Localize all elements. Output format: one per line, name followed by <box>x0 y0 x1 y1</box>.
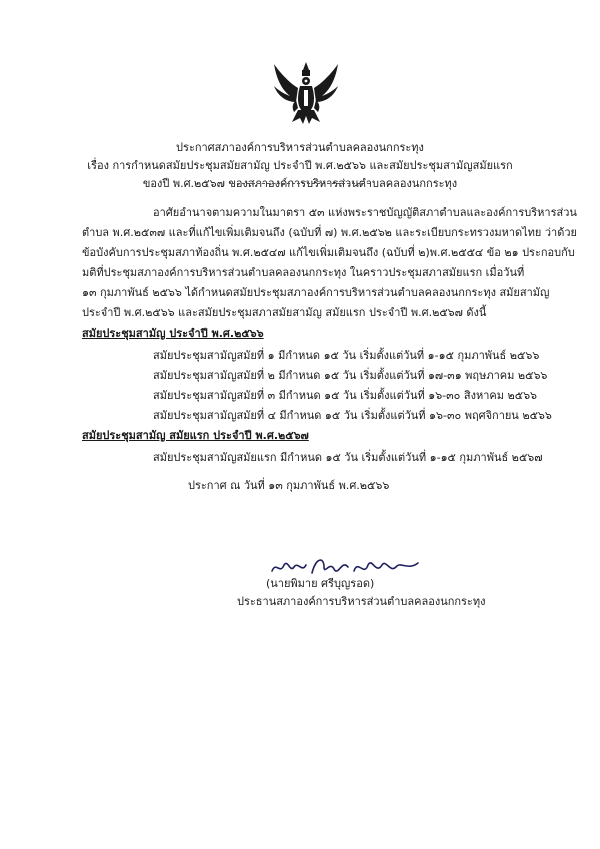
garuda-emblem-icon <box>270 60 342 126</box>
session-item: สมัยประชุมสามัญสมัยที่ ๒ มีกำหนด ๑๕ วัน เริ่มตั้งแต่วันที่ ๑๗-๓๑ พฤษภาคม ๒๕๖๖ <box>153 369 548 382</box>
section-1-heading: สมัยประชุมสามัญ ประจำปี พ.ศ.๒๕๖๖ <box>82 327 264 340</box>
body-line: อาศัยอำนาจตามความในมาตรา ๕๓ แห่งพระราชบัญญัติสภาตำบลและองค์การบริหารส่วน <box>153 206 577 219</box>
announcement-date: ประกาศ ณ วันที่ ๑๓ กุมภาพันธ์ พ.ศ.๒๕๖๖ <box>188 479 390 492</box>
announcement-org-line: ประกาศสภาองค์การบริหารส่วนตำบลคลองนกกระทุง <box>176 141 424 154</box>
announcement-subject-line: เรื่อง การกำหนดสมัยประชุมสมัยสามัญ ประจำปี พ.ศ.๒๕๖๖ และสมัยประชุมสามัญสมัยแรก <box>87 159 513 172</box>
signatory-position: ประธานสภาองค์การบริหารส่วนตำบลคลองนกกระทุง <box>237 595 486 608</box>
session-item: สมัยประชุมสามัญสมัยที่ ๓ มีกำหนด ๑๕ วัน เริ่มตั้งแต่วันที่ ๑๖-๓๐ สิงหาคม ๒๕๖๖ <box>153 389 538 402</box>
header-divider <box>232 183 370 184</box>
body-line: ตำบล พ.ศ.๒๕๓๗ และที่แก้ไขเพิ่มเติมจนถึง (ฉบับที่ ๗) พ.ศ.๒๕๖๒ และระเบียบกระทรวงมหาดไทย ว่าด้วย <box>82 226 577 239</box>
announcement-subject-line-2: ของปี พ.ศ.๒๕๖๗ ของสภาองค์การบริหารส่วนตำบลคลองนกกระทุง <box>142 177 458 190</box>
body-line: ๑๓ กุมภาพันธ์ ๒๕๖๖ ได้กำหนดสมัยประชุมสภาองค์การบริหารส่วนตำบลคลองนกกระทุง สมัยสามัญ <box>82 286 550 299</box>
section-2-heading: สมัยประชุมสามัญ สมัยแรก ประจำปี พ.ศ.๒๕๖๗ <box>82 429 309 442</box>
first-session-item: สมัยประชุมสามัญสมัยแรก มีกำหนด ๑๕ วัน เริ่มตั้งแต่วันที่ ๑-๑๕ กุมภาพันธ์ ๒๕๖๗ <box>153 451 543 464</box>
body-line: มติที่ประชุมสภาองค์การบริหารส่วนตำบลคลองนกกระทุง ในคราวประชุมสภาสมัยแรก เมื่อวันที่ <box>82 266 525 279</box>
session-item: สมัยประชุมสามัญสมัยที่ ๔ มีกำหนด ๑๕ วัน เริ่มตั้งแต่วันที่ ๑๖-๓๐ พฤศจิกายน ๒๕๖๖ <box>153 409 552 422</box>
signatory-name: (นายพิมาย ศรีบุญรอด) <box>266 577 375 590</box>
body-line: ประจำปี พ.ศ.๒๕๖๖ และสมัยประชุมสภาสมัยสามัญ สมัยแรก ประจำปี พ.ศ.๒๕๖๗ ดังนี้ <box>82 306 487 319</box>
session-item: สมัยประชุมสามัญสมัยที่ ๑ มีกำหนด ๑๕ วัน เริ่มตั้งแต่วันที่ ๑-๑๕ กุมภาพันธ์ ๒๕๖๖ <box>153 349 540 362</box>
body-line: ข้อบังคับการประชุมสภาท้องถิ่น พ.ศ.๒๕๔๗ แก้ไขเพิ่มเติมจนถึง (ฉบับที่ ๒)พ.ศ.๒๕๕๔ ข้อ ๒๑ ประกอบกับ <box>82 246 575 259</box>
